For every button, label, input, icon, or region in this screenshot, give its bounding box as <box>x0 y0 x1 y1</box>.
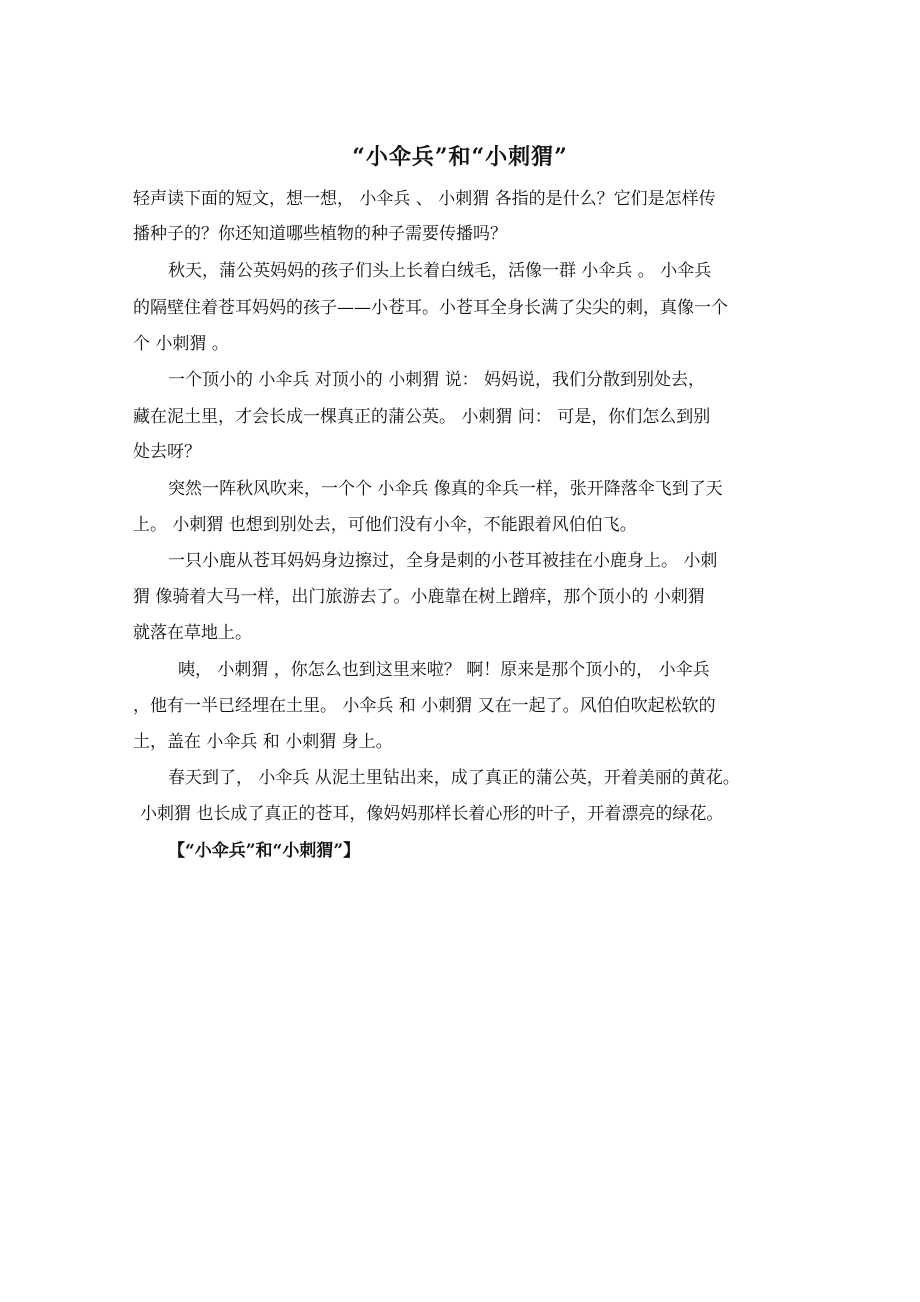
text-line: 一只小鹿从苍耳妈妈身边擦过，全身是刺的小苍耳被挂在小鹿身上。 小刺 <box>168 551 718 571</box>
text-line: 处去呀？ <box>133 442 201 462</box>
text-line: 土，盖在 小伞兵 和 小刺猬 身上。 <box>133 732 393 752</box>
text-line: 秋天，蒲公英妈妈的孩子们头上长着白绒毛，活像一群 小伞兵 。 小伞兵 <box>168 261 712 281</box>
text-line: 一个顶小的 小伞兵 对顶小的 小刺猬 说： 妈妈说，我们分散到别处去， <box>168 370 706 390</box>
text-line: 藏在泥土里，才会长成一棵真正的蒲公英。 小刺猬 问： 可是，你们怎么到别 <box>133 407 711 427</box>
text-line: 上。 小刺猬 也想到别处去，可他们没有小伞，不能跟着风伯伯飞。 <box>133 515 637 535</box>
closing-line: 【“小伞兵”和“小刺猬”】 <box>168 841 361 861</box>
text-line: 就落在草地上。 <box>133 623 252 643</box>
document-title: “小伞兵”和“小刺猬” <box>352 144 568 170</box>
text-line: 突然一阵秋风吹来，一个个 小伞兵 像真的伞兵一样，张开降落伞飞到了天 <box>168 479 723 499</box>
text-line: 猬 像骑着大马一样，出门旅游去了。小鹿靠在树上蹭痒，那个顶小的 小刺猬 <box>133 587 705 607</box>
text-line: 春天到了， 小伞兵 从泥土里钻出来，成了真正的蒲公英，开着美丽的黄花。 <box>168 768 740 788</box>
text-line: 播种子的？你还知道哪些植物的种子需要传播吗？ <box>133 224 507 244</box>
text-line: 个 小刺猬 。 <box>133 334 229 354</box>
text-line: 的隔壁住着苍耳妈妈的孩子——小苍耳。小苍耳全身长满了尖尖的刺，真像一个 <box>133 298 728 318</box>
text-line: ，他有一半已经埋在土里。 小伞兵 和 小刺猬 又在一起了。风伯伯吹起松软的 <box>133 696 716 716</box>
text-line: 轻声读下面的短文，想一想， 小伞兵 、 小刺猬 各指的是什么？它们是怎样传 <box>133 189 716 209</box>
text-line: 咦， 小刺猬 ，你怎么也到这里来啦？ 啊！原来是那个顶小的， 小伞兵 <box>178 660 710 680</box>
text-line: 小刺猬 也长成了真正的苍耳，像妈妈那样长着心形的叶子，开着漂亮的绿花。 <box>140 804 724 824</box>
